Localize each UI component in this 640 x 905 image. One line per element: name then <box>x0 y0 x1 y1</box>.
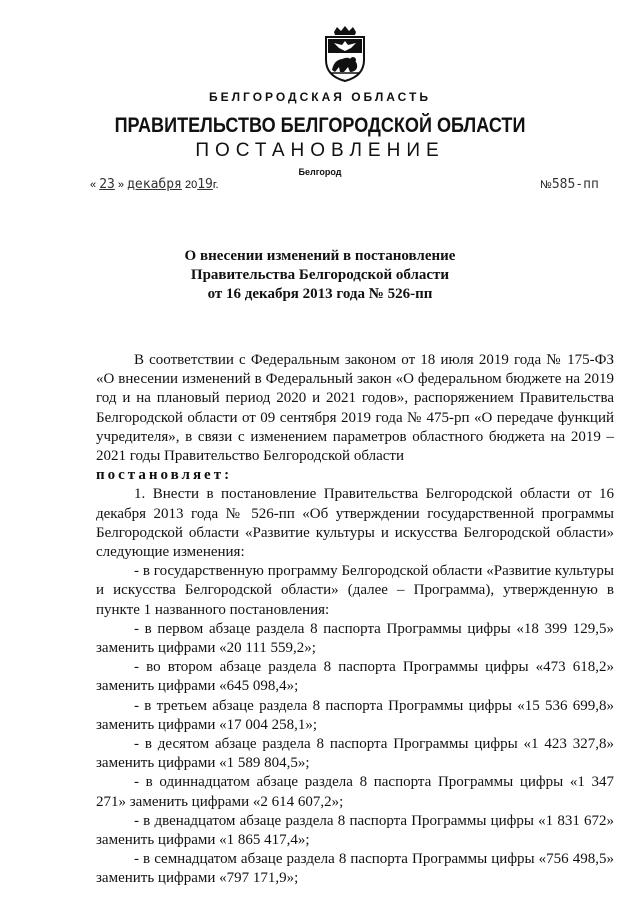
document-body <box>96 351 614 889</box>
date-year-mark: г. <box>212 179 219 191</box>
date-close-quote: » <box>117 179 125 191</box>
subitem-paragraph-3: - в третьем абзаце раздела 8 паспорта Программы цифры «15 536 699,8» заменить цифрами «17 004 258,1»; <box>96 697 614 733</box>
government-name: ПРАВИТЕЛЬСТВО БЕЛГОРОДСКОЙ ОБЛАСТИ <box>114 114 526 137</box>
title-line-1: О внесении изменений в постановление <box>184 248 456 264</box>
document-number <box>540 177 599 192</box>
date-month: декабря <box>127 177 182 192</box>
subitem-paragraph-12: - в двенадцатом абзаце раздела 8 паспорта Программы цифры «1 831 672» заменить цифрами «1 865 417,4»; <box>96 812 614 849</box>
coat-of-arms-emblem <box>322 26 368 82</box>
preamble-paragraph: В соответствии с Федеральным законом от 18 июля 2019 года № 175-ФЗ «О внесении изменений в Федеральный закон «О федеральном бюджете на 2019 год и на плановый период 2020 и 2021 годов», распоряжением Правительства Белгородской области от 09 сентября 2019 года № 475-рп «О передаче функций учредителя», в связи с изменением параметров областного бюджета на 2019 – 2021 годы Правительство Белгородской области <box>96 352 614 465</box>
date-year-prefix: 20 <box>184 179 198 191</box>
item-1-paragraph: 1. Внести в постановление Правительства Белгородской области от 16 декабря 2013 года № 526-пп «Об утверждении государственной программы Белгородской области «Развитие культуры и искусства Белгородской области» следующие изменения: <box>96 486 614 561</box>
subitem-paragraph-2: - во втором абзаце раздела 8 паспорта Программы цифры «473 618,2» заменить цифрами «645 098,4»; <box>96 659 614 695</box>
resolves-word: постановляет: <box>96 467 233 484</box>
region-name: БЕЛГОРОДСКАЯ ОБЛАСТЬ <box>209 90 431 104</box>
document-type: ПОСТАНОВЛЕНИЕ <box>195 140 445 161</box>
title-line-2: Правительства Белгородской области <box>190 267 450 283</box>
city-name: Белгород <box>298 167 342 177</box>
document-title <box>0 247 640 304</box>
subitem-paragraph-11: - в одиннадцатом абзаце раздела 8 паспорта Программы цифры «1 347 271» заменить цифрами «2 614 607,2»; <box>96 774 614 810</box>
date-day: 23 <box>99 177 115 192</box>
subitem-paragraph-1: - в первом абзаце раздела 8 паспорта Программы цифры «18 399 129,5» заменить цифрами «20 111 559,2»; <box>96 620 614 657</box>
title-line-3: от 16 декабря 2013 года № 526-пп <box>207 286 433 302</box>
document-date <box>90 177 219 192</box>
subitem-paragraph-10: - в десятом абзаце раздела 8 паспорта Программы цифры «1 423 327,8» заменить цифрами «1 589 804,5»; <box>96 736 614 772</box>
date-year-suffix: 19 <box>197 177 213 192</box>
subitem-paragraph-17: - в семнадцатом абзаце раздела 8 паспорта Программы цифры «756 498,5» заменить цифрами «797 171,9»; <box>96 851 614 887</box>
subitem-program: - в государственную программу Белгородской области «Развитие культуры и искусства Белгородской области» (далее – Программа), утвержденную в пункте 1 названного постановления: <box>96 563 614 618</box>
number-value: 585-пп <box>551 177 599 192</box>
date-open-quote: « <box>90 179 97 191</box>
number-prefix: № <box>540 179 552 191</box>
